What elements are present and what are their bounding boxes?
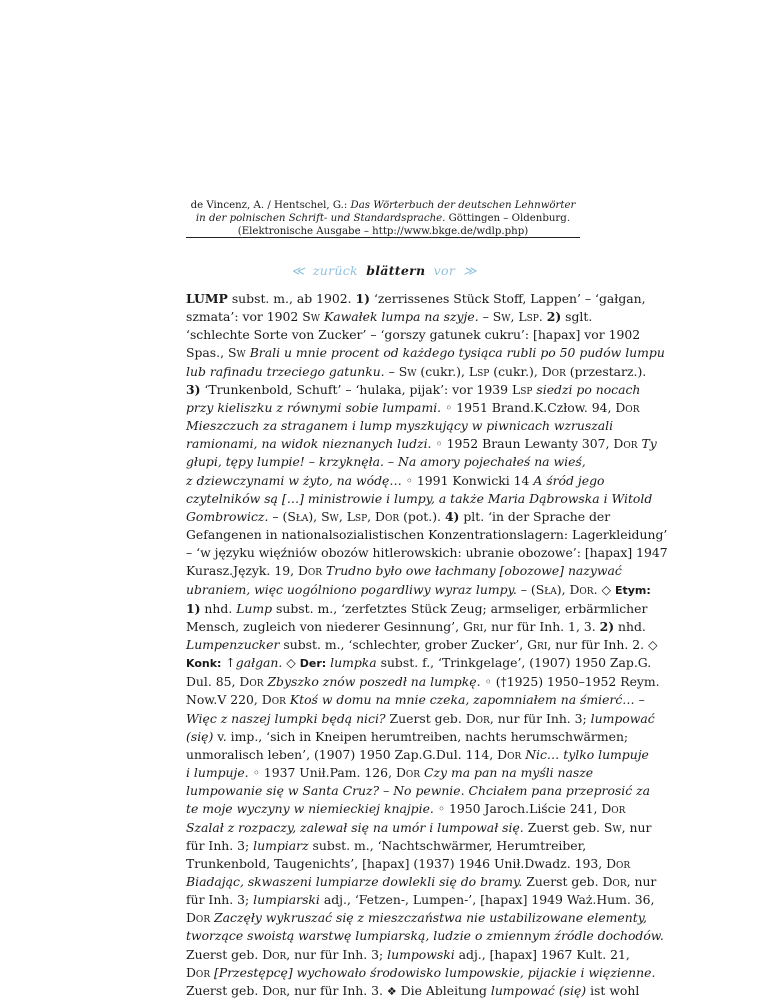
entry-line: LUMP subst. m., ab 1902. 1) ‘zerrissenes Stück Stoff, Lappen’ – ‘gałgan, (186, 291, 646, 306)
entry-line: Now.V 220, Dor Ktoś w domu na mnie czeka, zapomniałem na śmierć… – (186, 692, 645, 708)
dictionary-entry (186, 290, 668, 1001)
entry-line: tworzące swoistą warstwę lumpiarską, ludzie o zmiennym źródle dochodów. (186, 928, 664, 944)
entry-line: Dul. 85, Dor Zbyszko znów poszedł na lumpkę. ◦ (†1925) 1950–1952 Reym. (186, 674, 660, 690)
entry-line: Kurasz.Język. 19, Dor Trudno było owe łachmany [obozowe] nazywać (186, 563, 622, 579)
back-link[interactable]: zurück (312, 263, 358, 278)
entry-line: Zuerst geb. Dor, nur für Inh. 3. ❖ Die Ableitung lumpować (się) ist wohl (186, 982, 640, 998)
entry-line: i lumpuje. ◦ 1937 Unił.Pam. 126, Dor Czy ma pan na myśli nasze (186, 765, 594, 781)
document-header (186, 199, 580, 238)
next-arrow-icon[interactable]: ≫ (463, 263, 477, 278)
entry-line: Dor Zaczęły wykruszać się z mieszczaństwa nie ustabilizowane elementy, (186, 910, 647, 926)
entry-line: lumpowanie się w Santa Cruz? – No pewnie. Chciałem pana przeprosić za (186, 783, 651, 799)
entry-line: ubraniem, więc uogólniono pogardliwy wyraz lumpy. – (Sła), Dor. ◇ Etym: (186, 581, 651, 597)
entry-line: Dor [Przestępcę] wychowało środowisko lumpowskie, pijackie i więzienne. (186, 964, 656, 980)
citation-url-line[interactable]: (Elektronische Ausgabe – http://www.bkge.de/wdlp.php) (237, 226, 529, 237)
entry-line: für Inh. 3; lumpiarski adj., ‘Fetzen-, Lumpen-’, [hapax] 1949 Waż.Hum. 36, (186, 892, 655, 908)
entry-line: für Inh. 3; lumpiarz subst. m., ‘Nachtschwärmer, Herumtreiber, (186, 837, 587, 853)
entry-line: czytelników są […] ministrowie i lumpy, a także Maria Dąbrowska i Witold (186, 490, 653, 506)
entry-line: Więc z naszej lumpki będą nici? Zuerst geb. Dor, nur für Inh. 3; lumpować (186, 710, 655, 726)
entry-line: (się) v. imp., ‘sich in Kneipen herumtreiben, nachts herumschwärmen; (186, 728, 629, 744)
entry-line: Trunkenbold, Taugenichts’, [hapax] (1937) 1946 Unił.Dwadz. 193, Dor (186, 855, 631, 871)
entry-line: 3) ‘Trunkenbold, Schuft’ – ‘hulaka, pijak’: vor 1939 Lsp siedzi po nocach (186, 381, 641, 397)
citation-line-2: in der polnischen Schrift- und Standardsprache. Göttingen – Oldenburg. (195, 213, 571, 224)
prev-arrow-icon[interactable]: ≪ (291, 263, 305, 278)
entry-line: lub rafinadu trzeciego gatunku. – Sw (cukr.), Lsp (cukr.), Dor (przestarz.). (186, 363, 647, 379)
entry-line: Gefangenen in nationalsozialistischen Konzentrationslagern: Lagerkleidung’ (186, 527, 668, 543)
header-divider (186, 237, 580, 238)
entry-line: ‘schlechte Sorte von Zucker’ – ‘gorszy gatunek cukru’: [hapax] vor 1902 (186, 327, 641, 343)
entry-line: Szalał z rozpaczy, zalewał się na umór i lumpował się. Zuerst geb. Sw, nur (186, 819, 652, 835)
citation-line-1: de Vincenz, A. / Hentschel, G.: Das Wörterbuch der deutschen Lehnwörter (190, 200, 576, 211)
entry-line: szmata’: vor 1902 Sw Kawałek lumpa na szyje. – Sw, Lsp. 2) sglt. (186, 309, 593, 325)
entry-line: Zuerst geb. Dor, nur für Inh. 3; lumpowski adj., [hapax] 1967 Kult. 21, (186, 946, 630, 962)
entry-line: – ‘w języku więźniów obozów hitlerowskich: ubranie obozowe’: [hapax] 1947 (186, 545, 668, 561)
entry-line: Lumpenzucker subst. m., ‘schlechter, grober Zucker’, Gri, nur für Inh. 2. ◇ (186, 636, 658, 652)
entry-line: Mensch, zugleich von niederer Gesinnung’, Gri, nur für Inh. 1, 3. 2) nhd. (186, 618, 646, 634)
entry-line: 1) nhd. Lump subst. m., ‘zerfetztes Stück Zeug; armseliger, erbärmlicher (186, 600, 648, 616)
entry-line: Spas., Sw Brali u mnie procent od każdego tysiąca rubli po 50 pudów lumpu (186, 345, 665, 361)
entry-line: Biadając, skwaszeni lumpiarze dowlekli się do bramy. Zuerst geb. Dor, nur (186, 874, 657, 889)
entry-line: z dziewczynami w żyto, na wódę… ◦ 1991 Konwicki 14 A śród jego (186, 472, 605, 488)
entry-line: Konk: ↑gałgan. ◇ Der: lumpka subst. f., ‘Trinkgelage’, (1907) 1950 Zap.G. (186, 655, 652, 671)
entry-line: przy kieliszku z równymi sobie lumpami. ◦ 1951 Brand.K.Człow. 94, Dor (186, 399, 640, 415)
forward-link[interactable]: vor (433, 263, 456, 278)
entry-line: ramionami, na widok nieznanych ludzi. ◦ 1952 Braun Lewanty 307, Dor Ty (186, 436, 657, 452)
entry-line: Mieszczuch za straganem i lump myszkujący w piwnicach wzruszali (186, 418, 614, 434)
entry-line: Gombrowicz. – (Sła), Sw, Lsp, Dor (pot.). 4) plt. ‘in der Sprache der (186, 508, 611, 524)
entry-line: te moje wyczyny w niemieckiej knajpie. ◦ 1950 Jaroch.Liście 241, Dor (186, 801, 626, 817)
entry-line: unmoralisch leben’, (1907) 1950 Zap.G.Dul. 114, Dor Nic… tylko lumpuje (186, 746, 649, 762)
browse-label: blättern (366, 263, 426, 278)
entry-line: głupi, tępy lumpie! – krzyknęła. – Na amory pojechałeś na wieś, (186, 454, 586, 470)
page-navigation (0, 263, 768, 278)
